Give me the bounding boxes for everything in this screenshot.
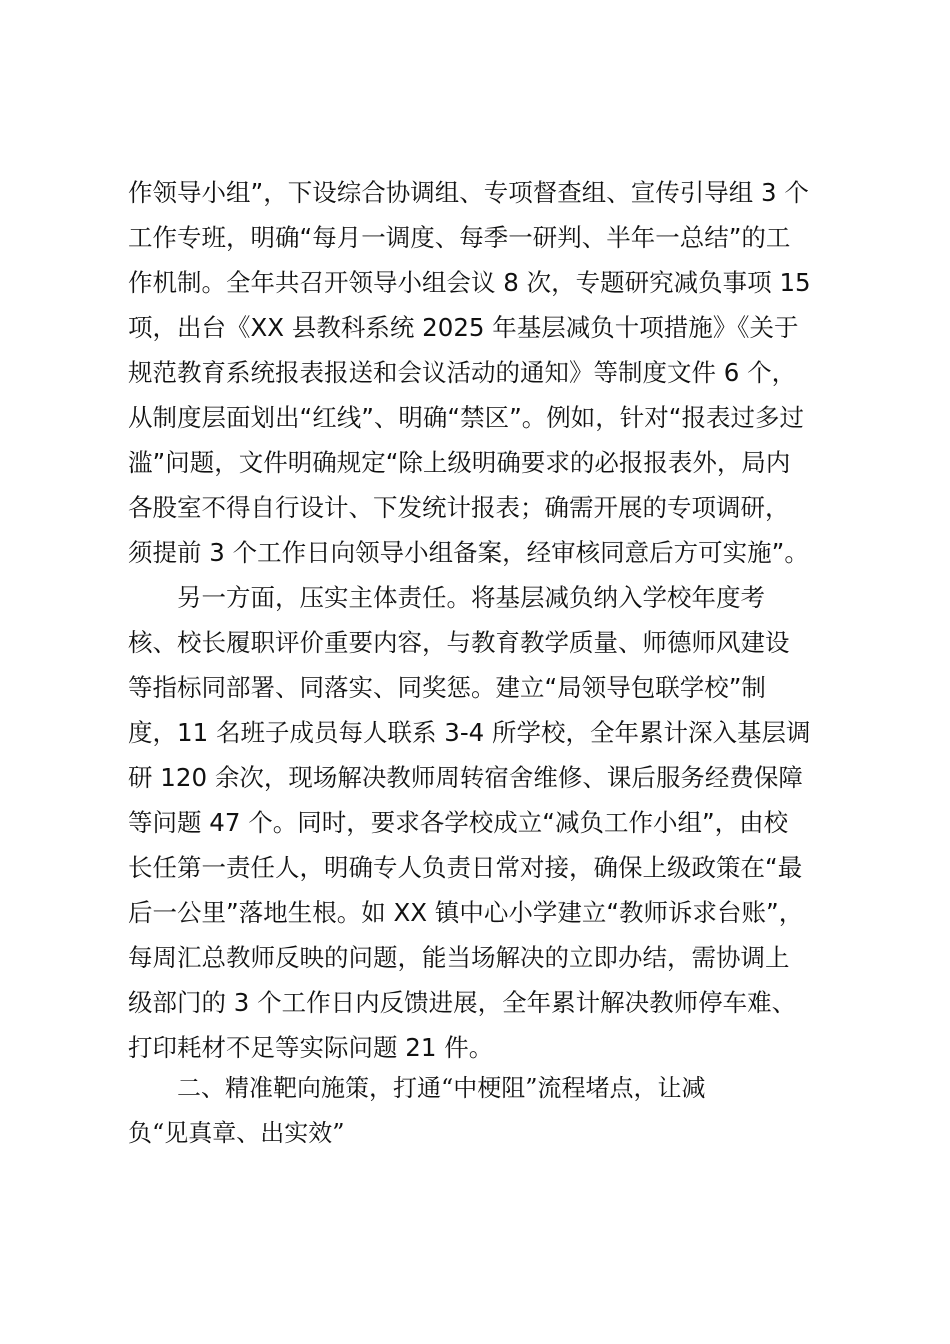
text-line: 规范教育系统报表报送和会议活动的通知》等制度文件 6 个，: [128, 358, 797, 387]
heading-line: 负“见真章、出实效”: [128, 1119, 345, 1147]
text-line: 从制度层面划出“红线”、明确“禁区”。例如，针对“报表过多过: [128, 403, 804, 432]
text-line: 度，11 名班子成员每人联系 3-4 所学校，全年累计深入基层调: [128, 718, 811, 747]
text-line: 每周汇总教师反映的问题，能当场解决的立即办结，需协调上: [128, 943, 790, 972]
text-line: 等指标同部署、同落实、同奖惩。建立“局领导包联学校”制: [128, 673, 766, 702]
text-line: 滥”问题，文件明确规定“除上级明确要求的必报报表外，局内: [128, 448, 791, 477]
text-line: 另一方面，压实主体责任。将基层减负纳入学校年度考: [177, 583, 765, 612]
text-line: 等问题 47 个。同时，要求各学校成立“减负工作小组”，由校: [128, 808, 789, 837]
text-line: 长任第一责任人，明确专人负责日常对接，确保上级政策在“最: [128, 853, 803, 882]
text-line: 各股室不得自行设计、下发统计报表；确需开展的专项调研，: [128, 493, 790, 522]
text-line: 打印耗材不足等实际问题 21 件。: [128, 1033, 494, 1062]
text-line: 核、校长履职评价重要内容，与教育教学质量、师德师风建设: [128, 628, 790, 657]
text-line: 研 120 余次，现场解决教师周转宿舍维修、课后服务经费保障: [128, 763, 803, 792]
text-line: 级部门的 3 个工作日内反馈进展，全年累计解决教师停车难、: [128, 988, 797, 1017]
text-line: 须提前 3 个工作日向领导小组备案，经审核同意后方可实施”。: [128, 538, 809, 567]
text-line: 工作专班，明确“每月一调度、每季一研判、半年一总结”的工: [128, 223, 791, 252]
text-line: 作领导小组”，下设综合协调组、专项督查组、宣传引导组 3 个: [128, 178, 809, 207]
text-line: 后一公里”落地生根。如 XX 镇中心小学建立“教师诉求台账”，: [128, 898, 804, 927]
text-line: 项，出台《XX 县教科系统 2025 年基层减负十项措施》《关于: [128, 313, 799, 342]
heading-line: 二、精准靶向施策，打通“中梗阻”流程堵点，让减: [177, 1074, 706, 1102]
text-line: 作机制。全年共召开领导小组会议 8 次，专题研究减负事项 15: [128, 268, 811, 297]
